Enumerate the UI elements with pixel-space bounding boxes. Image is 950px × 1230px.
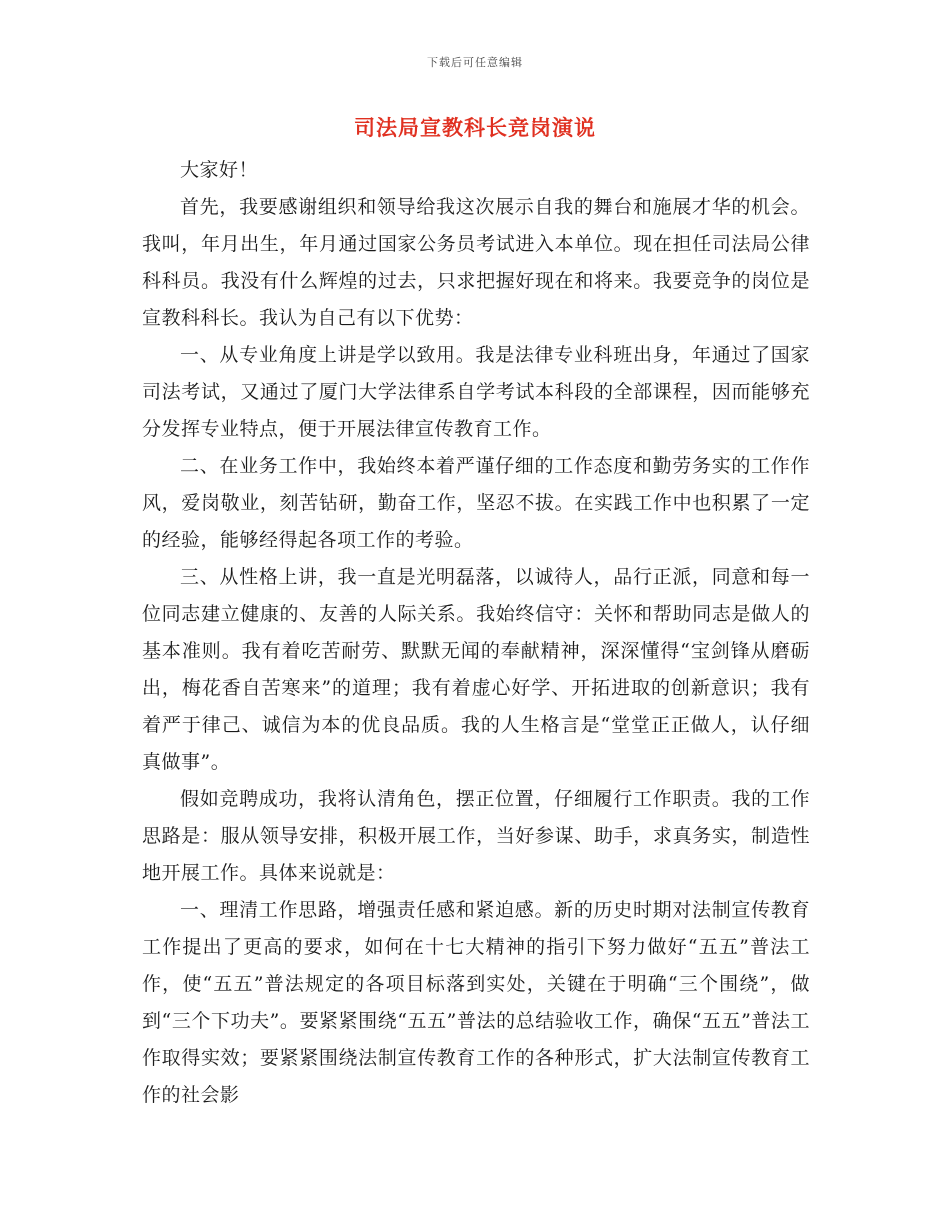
paragraph: 一、理清工作思路，增强责任感和紧迫感。新的历史时期对法制宣传教育工作提出了更高的要求，如何在十七大精神的指引下努力做好“五五”普法工作，使“五五”普法规定的各项目标落到实处，关键在于明确“三个围绕”，做到“三个下功夫”。要紧紧围绕“五五”普法的总结验收工作，确保“五五”普法工作取得实效；要紧紧围绕法制宣传教育工作的各种形式，扩大法制宣传教育工作的社会影	[142, 899, 810, 1106]
paragraph: 首先，我要感谢组织和领导给我这次展示自我的舞台和施展才华的机会。我叫，年月出生，年月通过国家公务员考试进入本单位。现在担任司法局公律科科员。我没有什么辉煌的过去，只求把握好现在和将来。我要竞争的岗位是宣教科科长。我认为自己有以下优势：	[142, 196, 810, 329]
paragraph: 一、从专业角度上讲是学以致用。我是法律专业科班出身，年通过了国家司法考试，又通过了厦门大学法律系自学考试本科段的全部课程，因而能够充分发挥专业特点，便于开展法律宣传教育工作。	[142, 344, 810, 440]
paragraph: 二、在业务工作中，我始终本着严谨仔细的工作态度和勤劳务实的工作作风，爱岗敬业，刻苦钻研，勤奋工作，坚忍不拔。在实践工作中也积累了一定的经验，能够经得起各项工作的考验。	[142, 455, 810, 551]
paragraph-greeting: 大家好！	[180, 159, 259, 181]
document-title: 司法局宣教科长竞岗演说	[354, 115, 596, 140]
paragraph: 三、从性格上讲，我一直是光明磊落，以诚待人，品行正派，同意和每一位同志建立健康的、友善的人际关系。我始终信守：关怀和帮助同志是做人的基本准则。我有着吃苦耐劳、默默无闻的奉献精神，深深懂得“宝剑锋从磨砺出，梅花香自苦寒来”的道理；我有着虚心好学、开拓进取的创新意识；我有着严于律己、诚信为本的优良品质。我的人生格言是“堂堂正正做人，认仔细真做事”。	[142, 566, 810, 773]
header-note: 下载后可任意编辑	[427, 56, 523, 69]
document-body	[142, 152, 810, 1114]
paragraph: 假如竞聘成功，我将认清角色，摆正位置，仔细履行工作职责。我的工作思路是：服从领导安排，积极开展工作，当好参谋、助手，求真务实，制造性地开展工作。具体来说就是：	[142, 788, 810, 884]
